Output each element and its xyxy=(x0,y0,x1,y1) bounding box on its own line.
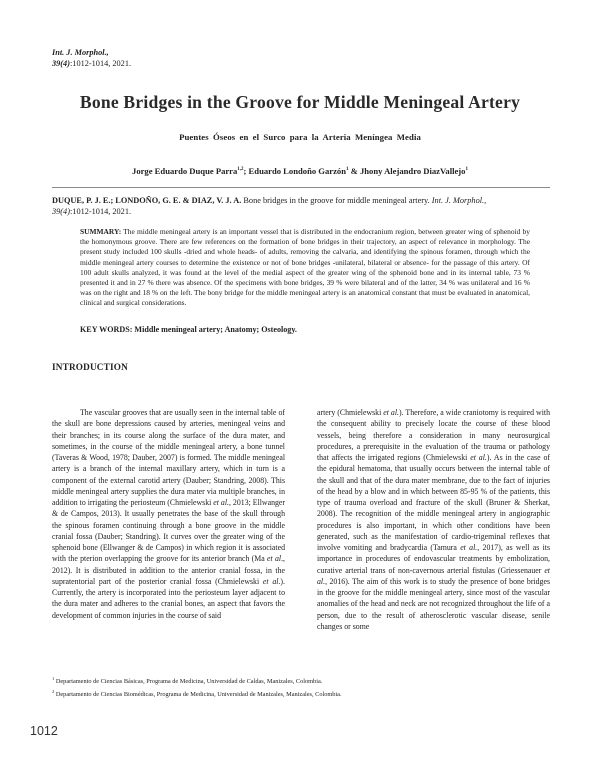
text-run: artery (Chmielewski xyxy=(317,408,384,417)
journal-volume-line xyxy=(52,58,131,69)
author-list xyxy=(0,166,600,176)
text-run: et al. xyxy=(317,565,550,586)
footnotes xyxy=(52,674,550,699)
author-name: Jorge Eduardo Duque Parra xyxy=(132,166,238,176)
text-run: ). Currently, the artery is incorporated into the periosteum layer adjacent to the dura mater and adheres to the cranial bones, an aspect that favors the development of common injuries in the course of said xyxy=(52,576,285,620)
abstract xyxy=(80,227,530,309)
body-paragraph xyxy=(317,407,550,632)
footnote-marker: 2 xyxy=(52,688,55,694)
journal-name: Int. J. Morphol., xyxy=(52,48,109,57)
page-number: 1012 xyxy=(30,724,58,738)
text-run: et al. xyxy=(460,543,478,552)
keywords xyxy=(80,325,530,334)
text-run: ). Therefore, a wide craniotomy is required with the consequent ability to precisely locate the course of these blood vessels, being therefore a consideration in many neurosurgical procedures, a prerequisite in the evaluation of the trauma or pathology that affects the irrigated regions (Chmielewski xyxy=(317,408,551,462)
summary-label: SUMMARY: xyxy=(80,227,122,236)
body-paragraph xyxy=(52,407,285,621)
citation-title: Bone bridges in the groove for middle meningeal artery. xyxy=(241,196,432,205)
text-run: , 2016). The aim of this work is to study the presence of bone bridges in the groove for the middle meningeal artery, since most of the vascular anomalies of the head and neck are not recognized throughout the life of a person, due to the result of atherosclerotic vascular disease, senile changes or some xyxy=(317,576,550,631)
affiliation-marker: 1,2 xyxy=(237,167,244,173)
affiliation-marker: 1 xyxy=(465,167,468,173)
affiliation-marker: 1 xyxy=(345,167,349,173)
journal-header xyxy=(52,47,131,69)
citation-block xyxy=(52,195,550,217)
article-subtitle: Puentes Óseos en el Surco para la Arteria Meníngea Media xyxy=(179,132,421,142)
citation-pages: :1012-1014, 2021. xyxy=(69,207,132,216)
text-run: et al. xyxy=(262,576,281,586)
article-title: Bone Bridges in the Groove for Middle Meningeal Artery xyxy=(79,92,521,112)
author-name: ; Eduardo Londoño Garzón xyxy=(243,166,346,176)
footnote-text: Departamento de Ciencias Biomédicas, Programa de Medicina, Universidad de Manizales, Manizales, Colombia. xyxy=(54,690,342,698)
text-run: ., 2012). It is distributed in addition to the anterior cranial fossa, in the supratentorial part of the posterior cranial fossa (Chmielewski xyxy=(52,554,285,586)
footnote xyxy=(52,687,550,700)
text-run: , 2013; Ellwanger & de Campos, 2013). It usually penetrates the base of the skull through the spinous foramen continuing through a bone groove in the middle cranial fossa (Dauber; Standring). It curves over the greater wing of the sphenoid bone (Ellwanger & de Campos) in which region it is associated with the pterion overlapping the groove for its anterior branch (Ma xyxy=(52,498,286,564)
text-run: et al. xyxy=(383,408,399,417)
keywords-values: Middle meningeal artery; Anatomy; Osteology. xyxy=(132,325,297,334)
body-column-right xyxy=(317,407,550,632)
journal-volume: 39(4) xyxy=(52,59,70,68)
footnote-text: Departamento de Ciencias Básicas, Programa de Medicina, Universidad de Caldas, Manizales, Colombia. xyxy=(54,678,323,686)
text-run: et al. xyxy=(470,453,487,462)
summary-text: The middle meningeal artery is an important vessel that is distributed in the endocranium region, between greater wing of sphenoid by the homonymous groove. There are few references on the formation of bone bridges in their trajectory, an aspect of relevance in morphology. The present study included 100 skulls -dried and whole heads- of adults, removing the calvaria, and identifying the spinous foramen, through which the middle meningeal artery courses to determine the existence or not of bone bridges -unilateral, bilateral or absence- for the passage of this artery. Of 100 adult skulls analyzed, it was found at the level of the medial aspect of the greater wing of the sphenoid bone and in its internal table, 73 % presented it and in 27 % there was absence. Of the specimens with bone bridges, 39 % were bilateral and of the latter, 34 % was unilateral and 16 % was on the right and 18 % on the left. The bony bridge for the middle meningeal artery is an anatomical constant that must be evaluated in anatomical, clinical and surgical considerations. xyxy=(80,227,530,308)
citation-journal: Int. J. Morphol., xyxy=(431,196,487,205)
text-run: et al xyxy=(267,554,282,564)
text-run: ). As in the case of the epidural hematoma, that usually occurs between the internal table of the skull and that of the dura mater membrane, due to the fact of injuries of the head by a blow and in which between 85-95 % of the patients, this type of trauma overload and fracture of the skull (Bruner & Sherkat, 2008). The recognition of the middle meningeal artery in angiographic procedures is also important, in which other conditions have been generated, such as the manifestation of cardio-trigeminal reflexes that involve vomiting and bradycardia (Tamura xyxy=(317,453,550,552)
footnote-marker: 1 xyxy=(52,676,55,681)
author-name: & Jhony Alejandro DiazVallejo xyxy=(348,166,466,176)
text-run: , 2017), as well as its importance in procedures of endovascular treatments by embolization, curative arterial trans of non-cavernous arterial fistulas (Griessenauer xyxy=(317,543,550,575)
citation-authors: DUQUE, P. J. E.; LONDOÑO, G. E. & DIAZ, V. J. A. xyxy=(52,196,242,205)
body-column-left xyxy=(52,407,285,621)
header-divider xyxy=(52,187,550,188)
journal-pages-year: :1012-1014, 2021. xyxy=(69,59,132,68)
citation-volume: 39(4) xyxy=(52,207,70,216)
footnote xyxy=(52,674,550,687)
keywords-label: KEY WORDS: xyxy=(80,325,133,334)
text-run: The vascular grooves that are usually seen in the internal table of the skull are bone depressions caused by arteries, meningeal veins and their branches; in its course along the surface of the dura mater, and sometimes, in the course of the middle meningeal artery, a bone tunnel (Taveras & Wood, 1978; Dauber, 2007) is formed. The middle meningeal artery is a branch of the internal maxillary artery, which in turn is a component of the external carotid artery (Dauber; Standring, 2008). This middle meningeal artery supplies the dura mater via multiple branches, in addition to irrigating the periosteum (Chmielewski xyxy=(52,408,285,507)
section-heading: INTRODUCTION xyxy=(52,362,128,372)
text-run: et al. xyxy=(213,498,229,507)
